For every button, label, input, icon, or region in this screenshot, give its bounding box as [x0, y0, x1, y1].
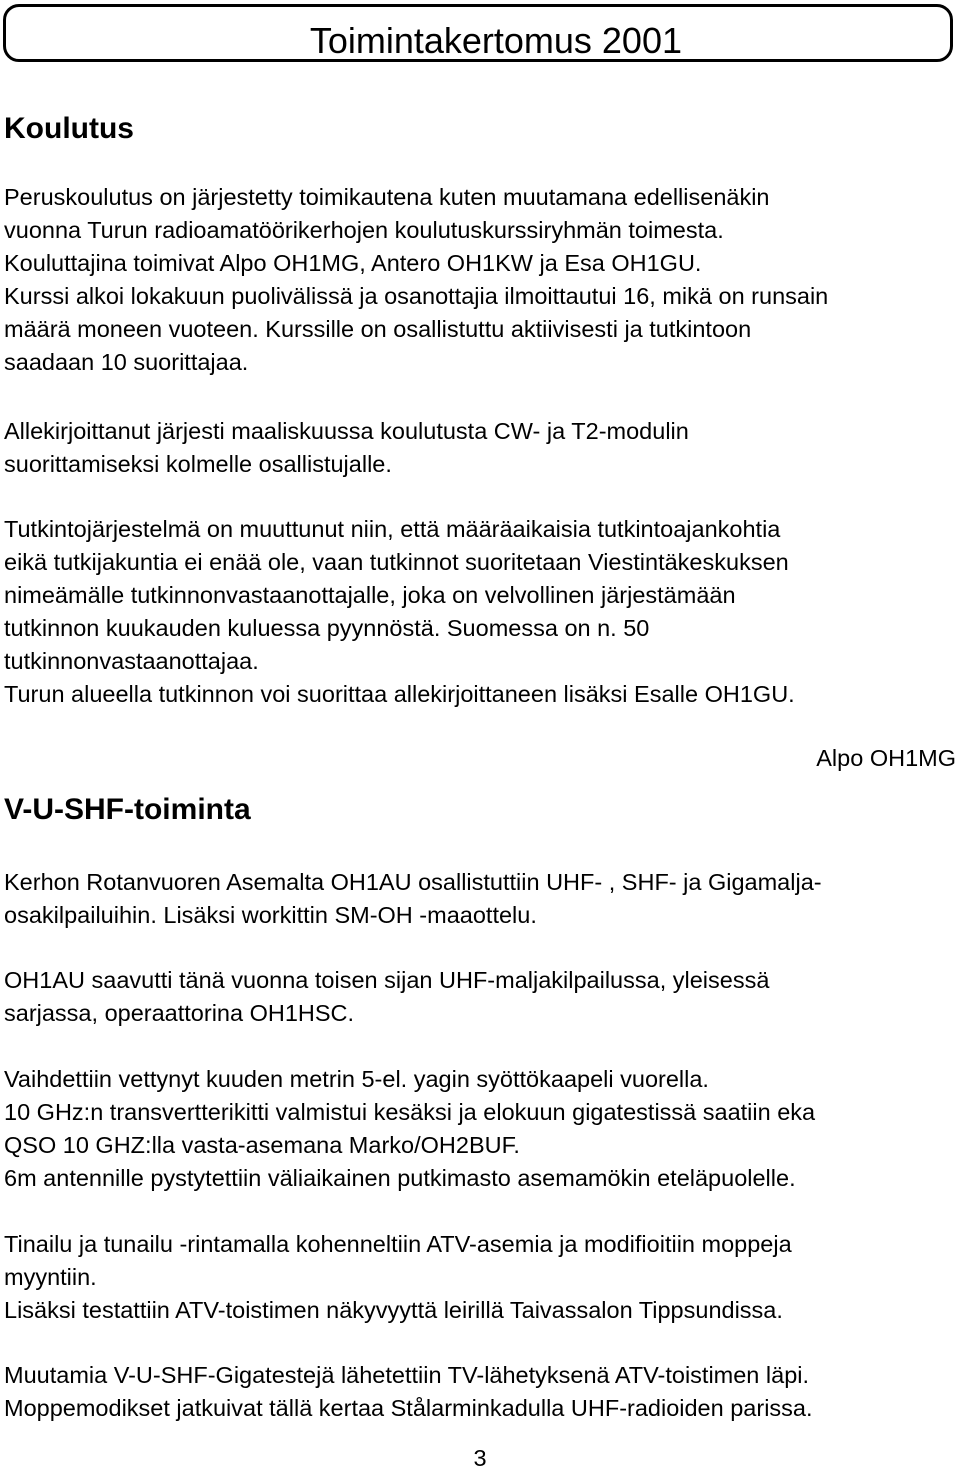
section-heading-vushf: V-U-SHF-toiminta — [4, 793, 251, 826]
text-line: eikä tutkijakuntia ei enää ole, vaan tutkinnot suoritetaan Viestintäkeskuksen — [4, 549, 789, 575]
text-line: 6m antennille pystytettiin väliaikainen putkimasto asemamökin eteläpuolelle. — [4, 1165, 796, 1191]
text-line: OH1AU saavutti tänä vuonna toisen sijan UHF-maljakilpailussa, yleisessä — [4, 967, 770, 993]
text-line: myyntiin. — [4, 1264, 97, 1290]
paragraph — [4, 964, 956, 1030]
paragraph — [4, 181, 956, 379]
signature: Alpo OH1MG — [816, 745, 956, 771]
text-line: suorittamiseksi kolmelle osallistujalle. — [4, 451, 392, 477]
paragraph — [4, 1359, 956, 1425]
paragraph — [4, 513, 956, 711]
paragraph — [4, 415, 956, 481]
text-line: QSO 10 GHZ:lla vasta-asemana Marko/OH2BUF. — [4, 1132, 520, 1158]
paragraph — [4, 1228, 956, 1327]
paragraph — [4, 866, 956, 932]
paragraph — [4, 1063, 956, 1195]
text-line: 10 GHz:n transvertterikitti valmistui kesäksi ja elokuun gigatestissä saatiin eka — [4, 1099, 816, 1125]
text-line: Vaihdettiin vettynyt kuuden metrin 5-el. yagin syöttökaapeli vuorella. — [4, 1066, 709, 1092]
document-title: Toimintakertomus 2001 — [309, 20, 682, 61]
title-box — [3, 4, 953, 62]
text-line: Kerhon Rotanvuoren Asemalta OH1AU osallistuttiin UHF- , SHF- ja Gigamalja- — [4, 869, 822, 895]
section-heading-koulutus: Koulutus — [4, 112, 134, 145]
text-line: Muutamia V-U-SHF-Gigatestejä lähetettiin TV-lähetyksenä ATV-toistimen läpi. — [4, 1362, 810, 1388]
text-line: Tutkintojärjestelmä on muuttunut niin, että määräaikaisia tutkintoajankohtia — [4, 516, 781, 542]
text-line: Kurssi alkoi lokakuun puolivälissä ja osanottajia ilmoittautui 16, mikä on runsain — [4, 283, 829, 309]
text-line: Lisäksi testattiin ATV-toistimen näkyvyyttä leirillä Taivassalon Tippsundissa. — [4, 1297, 783, 1323]
text-line: tutkinnonvastaanottajaa. — [4, 648, 259, 674]
text-line: saadaan 10 suorittajaa. — [4, 349, 249, 375]
text-line: Moppemodikset jatkuivat tällä kertaa Stålarminkadulla UHF-radioiden parissa. — [4, 1395, 813, 1421]
text-line: vuonna Turun radioamatöörikerhojen koulutuskurssiryhmän toimesta. — [4, 217, 724, 243]
text-line: Allekirjoittanut järjesti maaliskuussa koulutusta CW- ja T2-modulin — [4, 418, 689, 444]
text-line: Tinailu ja tunailu -rintamalla kohenneltiin ATV-asemia ja modifioitiin moppeja — [4, 1231, 792, 1257]
text-line: Kouluttajina toimivat Alpo OH1MG, Antero OH1KW ja Esa OH1GU. — [4, 250, 702, 276]
text-line: Turun alueella tutkinnon voi suorittaa allekirjoittaneen lisäksi Esalle OH1GU. — [4, 681, 795, 707]
text-line: sarjassa, operaattorina OH1HSC. — [4, 1000, 355, 1026]
page-number: 3 — [473, 1445, 487, 1471]
text-line: nimeämälle tutkinnonvastaanottajalle, joka on velvollinen järjestämään — [4, 582, 736, 608]
text-line: tutkinnon kuukauden kuluessa pyynnöstä. Suomessa on n. 50 — [4, 615, 650, 641]
text-line: määrä moneen vuoteen. Kurssille on osallistuttu aktiivisesti ja tutkintoon — [4, 316, 752, 342]
text-line: osakilpailuihin. Lisäksi workittin SM-OH -maaottelu. — [4, 902, 537, 928]
text-line: Peruskoulutus on järjestetty toimikautena kuten muutamana edellisenäkin — [4, 184, 770, 210]
